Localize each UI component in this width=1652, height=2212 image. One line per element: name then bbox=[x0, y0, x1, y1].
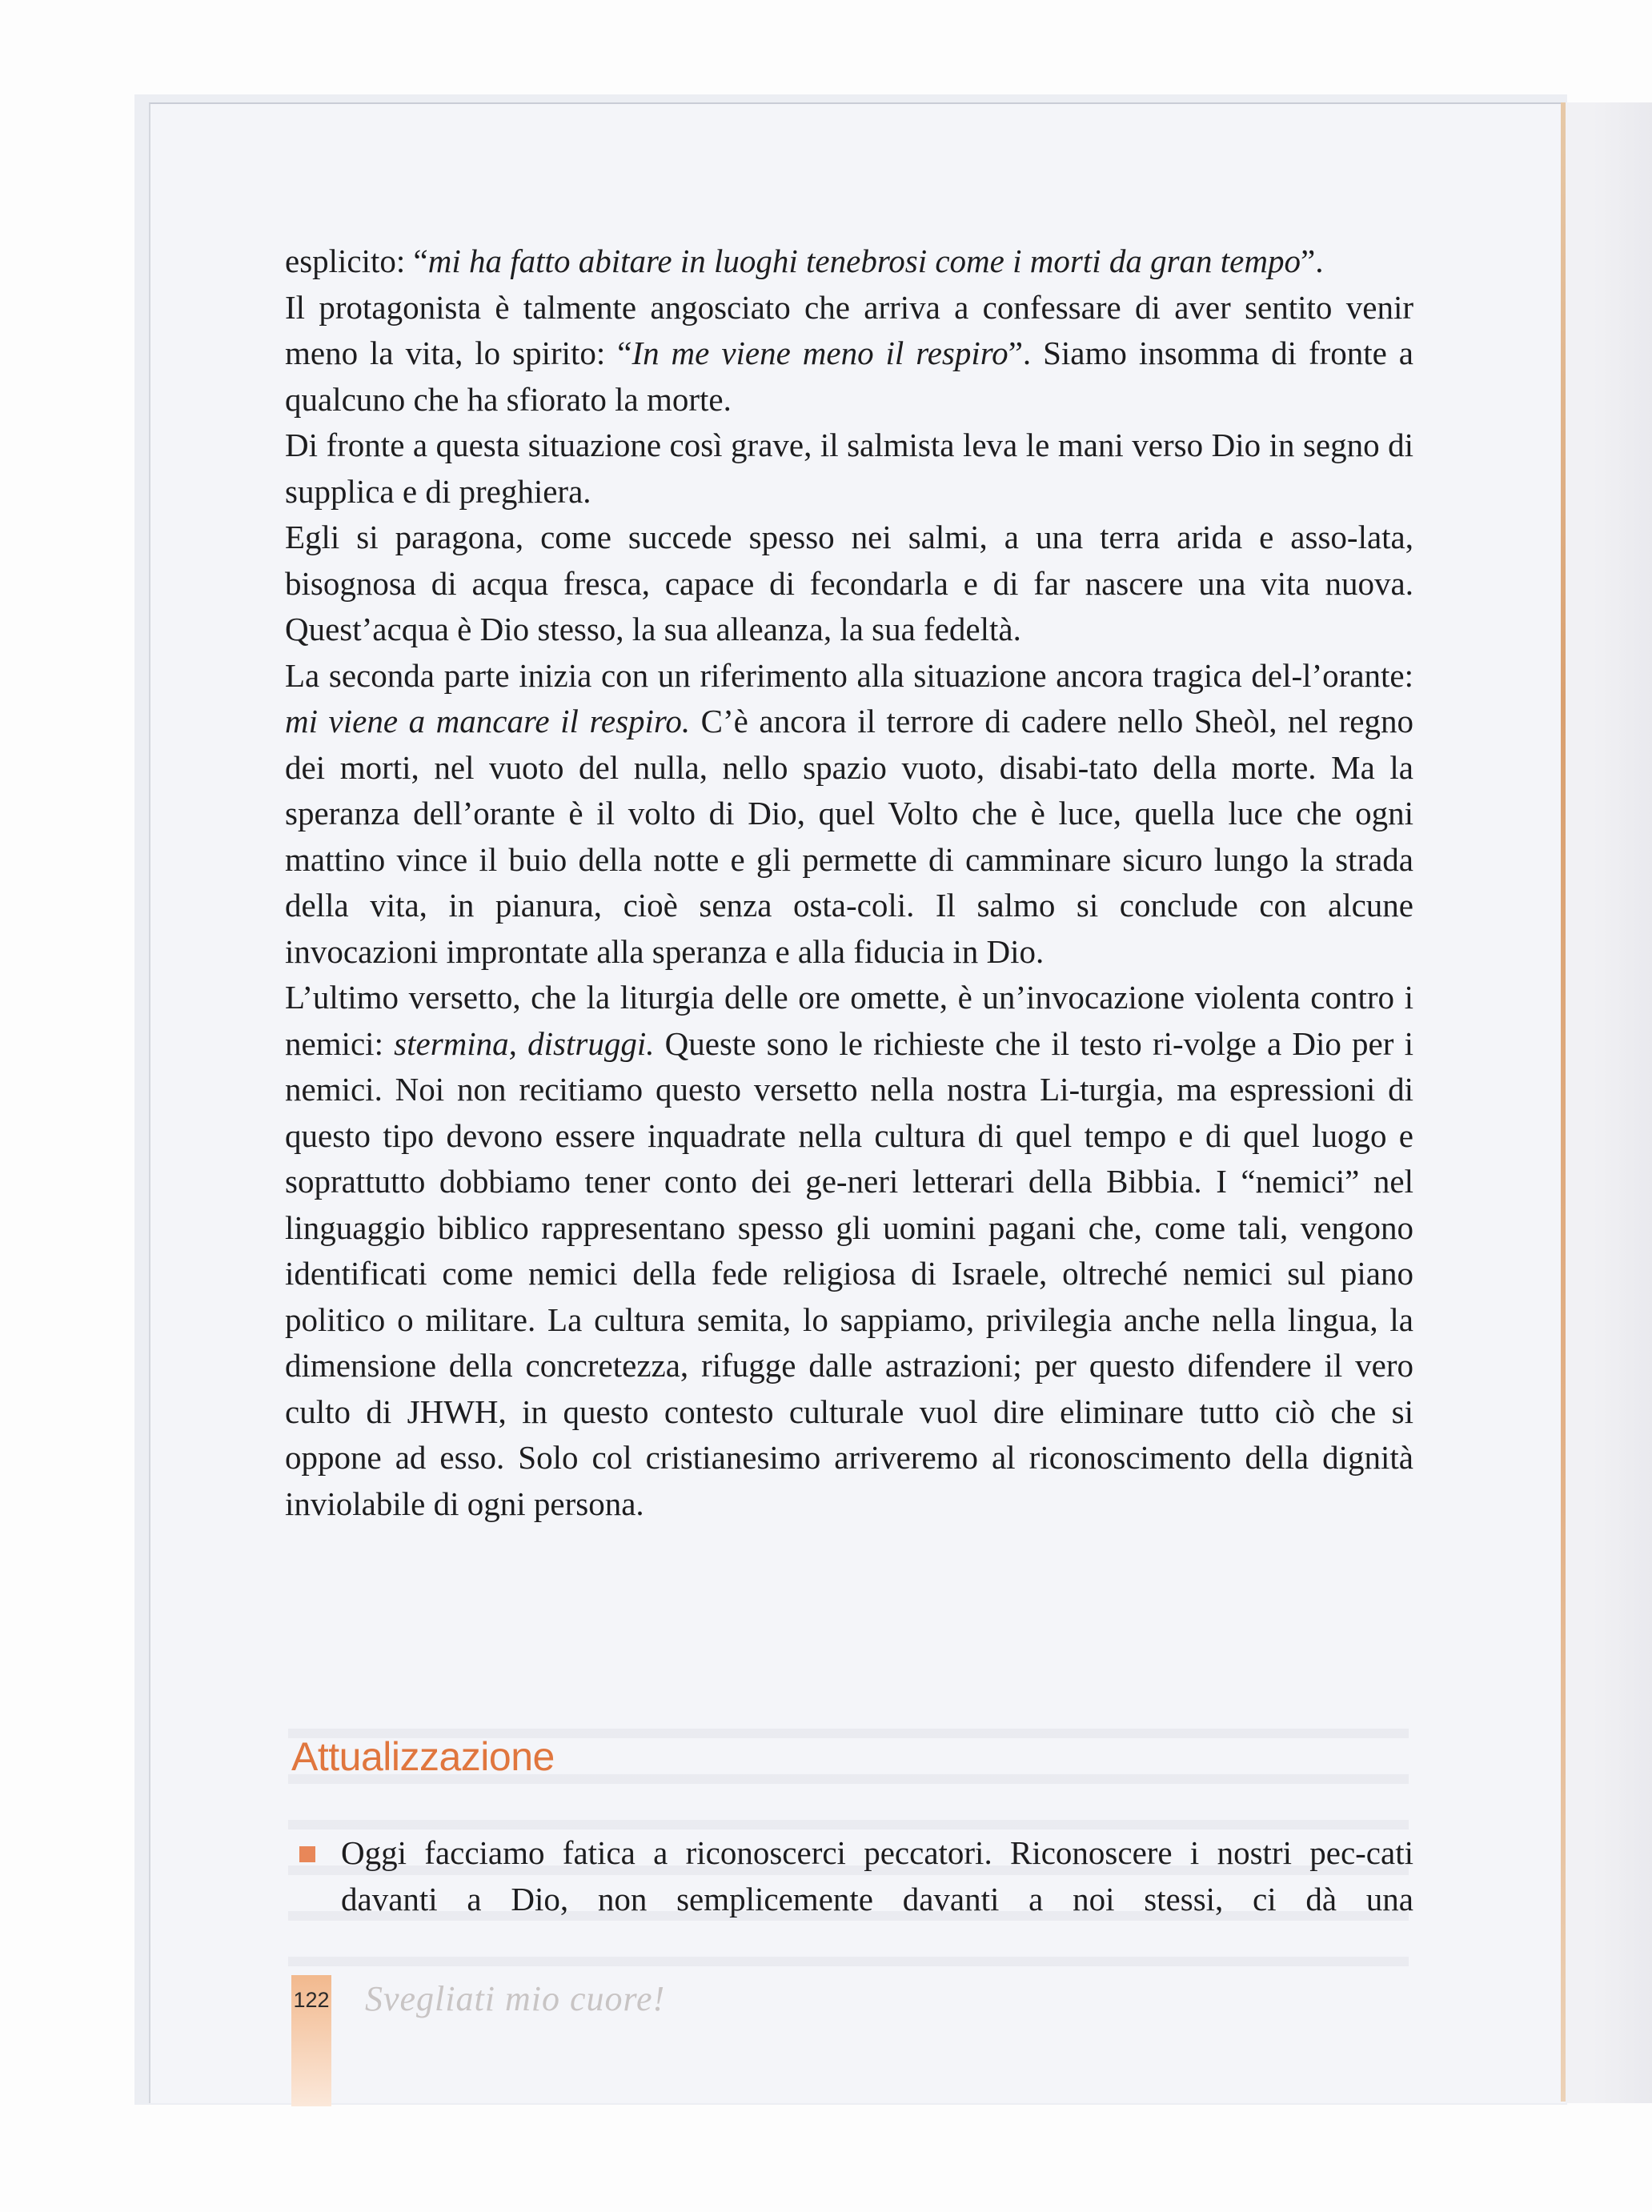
italic-quote: stermina, distruggi. bbox=[394, 1024, 655, 1062]
running-title: Svegliati mio cuore! bbox=[365, 1979, 666, 2018]
section-heading: Attualizzazione bbox=[291, 1734, 555, 1779]
text-run: Di fronte a questa situazione così grave, il salmista leva le mani verso Dio in segno di supplica e di preghiera. bbox=[285, 427, 1413, 510]
bullet-square-icon bbox=[299, 1846, 315, 1862]
page-number: 122 bbox=[293, 1988, 330, 2012]
text-run: ”. bbox=[1301, 242, 1324, 279]
bullet-text: Oggi facciamo fatica a riconoscerci peccatori. Riconoscere i nostri pec-cati davanti a Dio, non semplicemente davanti a noi stessi, ci dà una bbox=[341, 1834, 1413, 1917]
bullet-item bbox=[291, 1830, 1413, 1922]
body-text bbox=[285, 238, 1413, 1527]
italic-quote: In me viene meno il respiro bbox=[632, 335, 1008, 371]
paragraph bbox=[285, 975, 1413, 1527]
paragraph bbox=[285, 238, 1413, 285]
italic-quote: mi ha fatto abitare in luoghi tenebrosi come i morti da gran tempo bbox=[427, 242, 1301, 279]
text-run: Egli si paragona, come succede spesso nei salmi, a una terra arida e asso-lata, bisognosa di acqua fresca, capace di fecondarla e di far nascere una vita nuova. Quest’acqua è Dio stesso, la sua alleanza, la sua fedeltà. bbox=[285, 519, 1413, 647]
text-run: La seconda parte inizia con un riferimento alla situazione ancora tragica del-l’orante: bbox=[285, 656, 1413, 694]
paragraph bbox=[285, 285, 1413, 423]
facing-page-edge bbox=[1593, 102, 1652, 2103]
text-run: Queste sono le richieste che il testo ri-volge a Dio per i nemici. Noi non recitiamo questo versetto nella nostra Li-turgia, ma espressioni di questo tipo devono essere inquadrate nella cultura di quel tempo e di quel luogo e soprattutto dobbiamo tener conto dei ge-neri letterari della Bibbia. I “nemici” nel linguaggio biblico rappresentano spesso gli uomini pagani che, come tali, vengono identificati come nemici della fede religiosa di Israele, oltreché nemici sul piano politico o militare. La cultura semita, lo sappiamo, privilegia anche nella lingua, la dimensione della concretezza, rifugge dalle astrazioni; per questo difendere il vero culto di JHWH, in questo contesto culturale vuol dire eliminare tutto ciò che si oppone ad esso. Solo col cristianesimo arriveremo al riconoscimento della dignità inviolabile di ogni persona. bbox=[285, 1024, 1413, 1522]
text-run: L’ultimo versetto, che la liturgia delle ore omette, è un’invocazione violenta contro i nemici: bbox=[285, 979, 1413, 1062]
text-run: Il protagonista è talmente angosciato che arriva a confessare di aver sentito venir meno la vita, lo spirito: “ bbox=[285, 288, 1413, 371]
text-run: ”. Siamo insomma di fronte a qualcuno che ha sfiorato la morte. bbox=[285, 335, 1414, 418]
paragraph bbox=[285, 653, 1413, 976]
paragraph bbox=[285, 515, 1413, 653]
text-run: C’è ancora il terrore di cadere nello Sheòl, nel regno dei morti, nel vuoto del nulla, nello spazio vuoto, disabi-tato della morte. Ma la speranza dell’orante è il volto di Dio, quel Volto che è luce, quella luce che ogni mattino vince il buio della notte e gli permette di camminare sicuro lungo la strada della vita, in pianura, cioè senza osta-coli. Il salmo si conclude con alcune invocazioni improntate alla speranza e alla fiducia in Dio. bbox=[285, 703, 1413, 970]
paragraph bbox=[285, 423, 1413, 515]
italic-quote: mi viene a mancare il respiro. bbox=[285, 703, 691, 739]
text-run: esplicito: “ bbox=[285, 242, 428, 279]
